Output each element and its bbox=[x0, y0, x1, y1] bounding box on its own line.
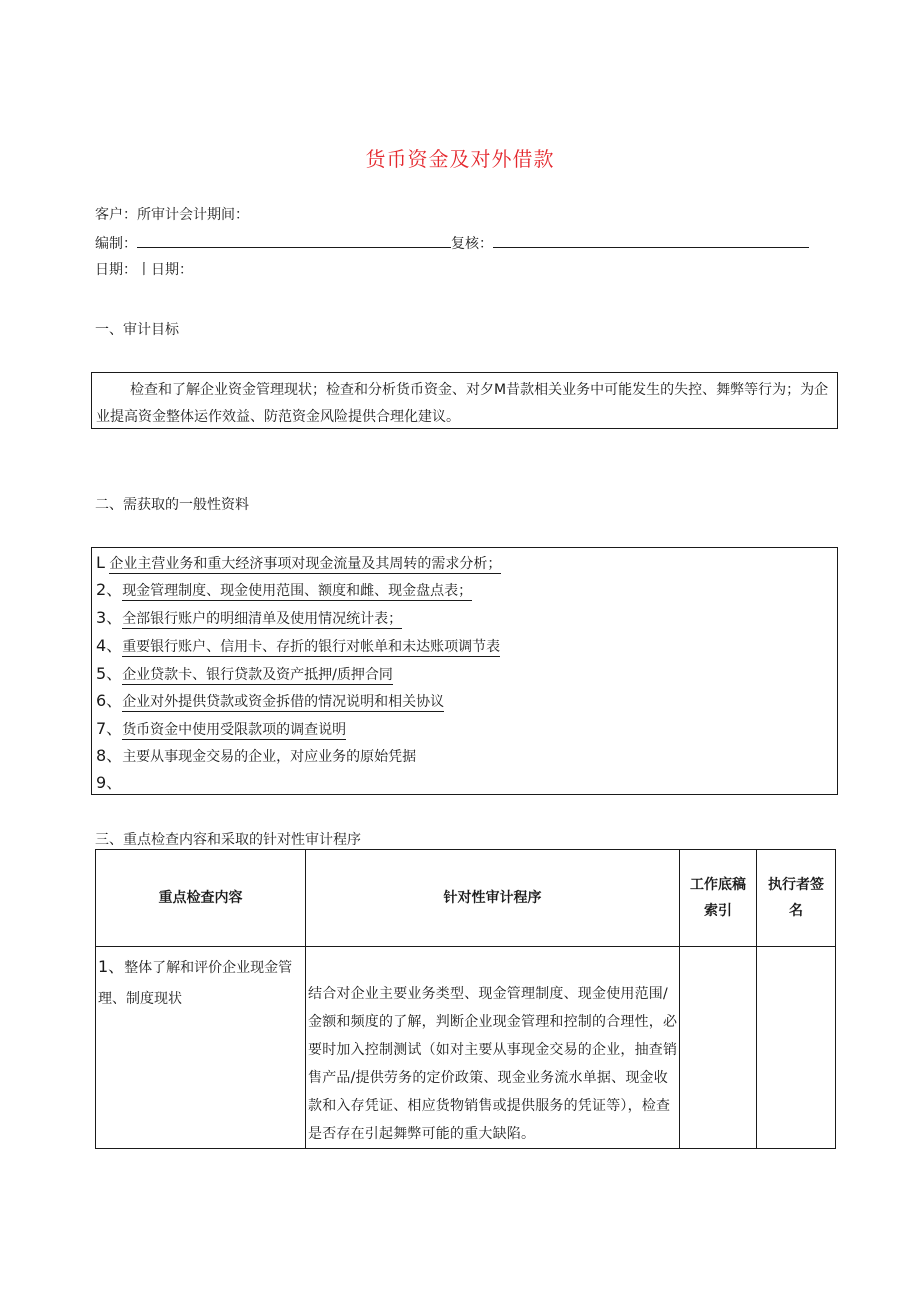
client-period-line: 客户：所审计会计期间： bbox=[95, 207, 249, 223]
prepared-reviewed-line bbox=[95, 233, 809, 254]
page-title: 货币资金及对外借款 bbox=[365, 147, 555, 171]
section2-heading: 二、需获取的一般性资料 bbox=[95, 497, 249, 513]
list-item bbox=[96, 664, 393, 685]
list-item bbox=[96, 580, 472, 601]
row-number: 1、 bbox=[98, 957, 125, 976]
section3-heading: 三、重点检查内容和采取的针对性审计程序 bbox=[95, 832, 361, 848]
date-line: 日期：丨日期： bbox=[95, 262, 193, 278]
column-header-executor-signature-text: 执行者签名 bbox=[768, 877, 824, 919]
list-item-number: 8、 bbox=[96, 746, 123, 765]
list-item bbox=[96, 636, 500, 657]
column-header-procedure: 针对性审计程序 bbox=[306, 850, 680, 947]
reviewed-blank[interactable] bbox=[493, 233, 809, 248]
list-item-number: 2、 bbox=[96, 580, 123, 599]
list-item bbox=[96, 746, 416, 767]
prepared-blank[interactable] bbox=[137, 233, 451, 248]
list-item-number: L bbox=[96, 553, 105, 572]
table-header-row bbox=[96, 850, 836, 947]
list-item-text: 企业对外提供贷款或资金拆借的情况说明和相关协议 bbox=[122, 694, 445, 710]
list-item-text: 主要从事现金交易的企业，对应业务的原始凭据 bbox=[122, 749, 417, 765]
audit-objective-box bbox=[91, 372, 838, 429]
list-item bbox=[96, 691, 444, 712]
audit-objective-content: 检查和了解企业资金管理现状；检查和分析货币资金、对夕M昔款相关业务中可能发生的失控、舞弊等行为；为企业提高资金整体运作效益、防范资金风险提供合理化建议。 bbox=[96, 382, 829, 425]
list-item bbox=[96, 553, 501, 574]
list-item-text: 全部银行账户的明细清单及使用情况统计表； bbox=[122, 611, 403, 627]
procedure-table bbox=[95, 849, 836, 1149]
list-item-number: 7、 bbox=[96, 719, 123, 738]
list-item-number: 4、 bbox=[96, 636, 123, 655]
materials-box bbox=[91, 547, 838, 795]
check-content-text: 整体了解和评价企业现金管理、制度现状 bbox=[98, 960, 293, 1007]
list-item bbox=[96, 719, 346, 740]
procedure-cell bbox=[306, 947, 680, 1149]
column-header-workpaper-index bbox=[680, 850, 757, 947]
list-item bbox=[96, 773, 122, 794]
reviewed-label: 复核： bbox=[451, 236, 493, 252]
check-content-cell bbox=[96, 947, 306, 1149]
list-item bbox=[96, 608, 402, 629]
column-header-workpaper-index-text: 工作底稿索引 bbox=[690, 877, 746, 919]
audit-objective-text bbox=[92, 373, 837, 431]
list-item-text: 货币资金中使用受限款项的调查说明 bbox=[122, 722, 347, 738]
table-row bbox=[96, 947, 836, 1149]
list-item-text: 重要银行账户、信用卡、存折的银行对帐单和未达账项调节表 bbox=[122, 639, 501, 655]
list-item-text: 企业主营业务和重大经济事项对现金流量及其周转的需求分析； bbox=[109, 556, 502, 572]
column-header-content: 重点检查内容 bbox=[96, 850, 306, 947]
list-item-number: 6、 bbox=[96, 691, 123, 710]
list-item-number: 5、 bbox=[96, 664, 123, 683]
section1-heading: 一、审计目标 bbox=[95, 322, 179, 338]
prepared-label: 编制： bbox=[95, 236, 137, 252]
procedure-text: 结合对企业主要业务类型、现金管理制度、现金使用范围/金额和频度的了解，判断企业现金管理和控制的合理性，必要时加入控制测试（如对主要从事现金交易的企业，抽查销售产品/提供劳务的定价政策、现金业务流水单据、现金收款和入存凭证、相应货物销售或提供服务的凭证等），检查是否存在引起舞弊可能的重大缺陷。 bbox=[308, 986, 678, 1142]
list-item-number: 3、 bbox=[96, 608, 123, 627]
workpaper-index-cell[interactable] bbox=[680, 947, 757, 1149]
executor-signature-cell[interactable] bbox=[757, 947, 836, 1149]
list-item-text: 现金管理制度、现金使用范围、额度和雌、现金盘点表； bbox=[122, 583, 473, 599]
list-item-number: 9、 bbox=[96, 773, 123, 792]
list-item-text: 企业贷款卡、银行贷款及资产抵押/质押合同 bbox=[122, 667, 393, 683]
column-header-executor-signature bbox=[757, 850, 836, 947]
